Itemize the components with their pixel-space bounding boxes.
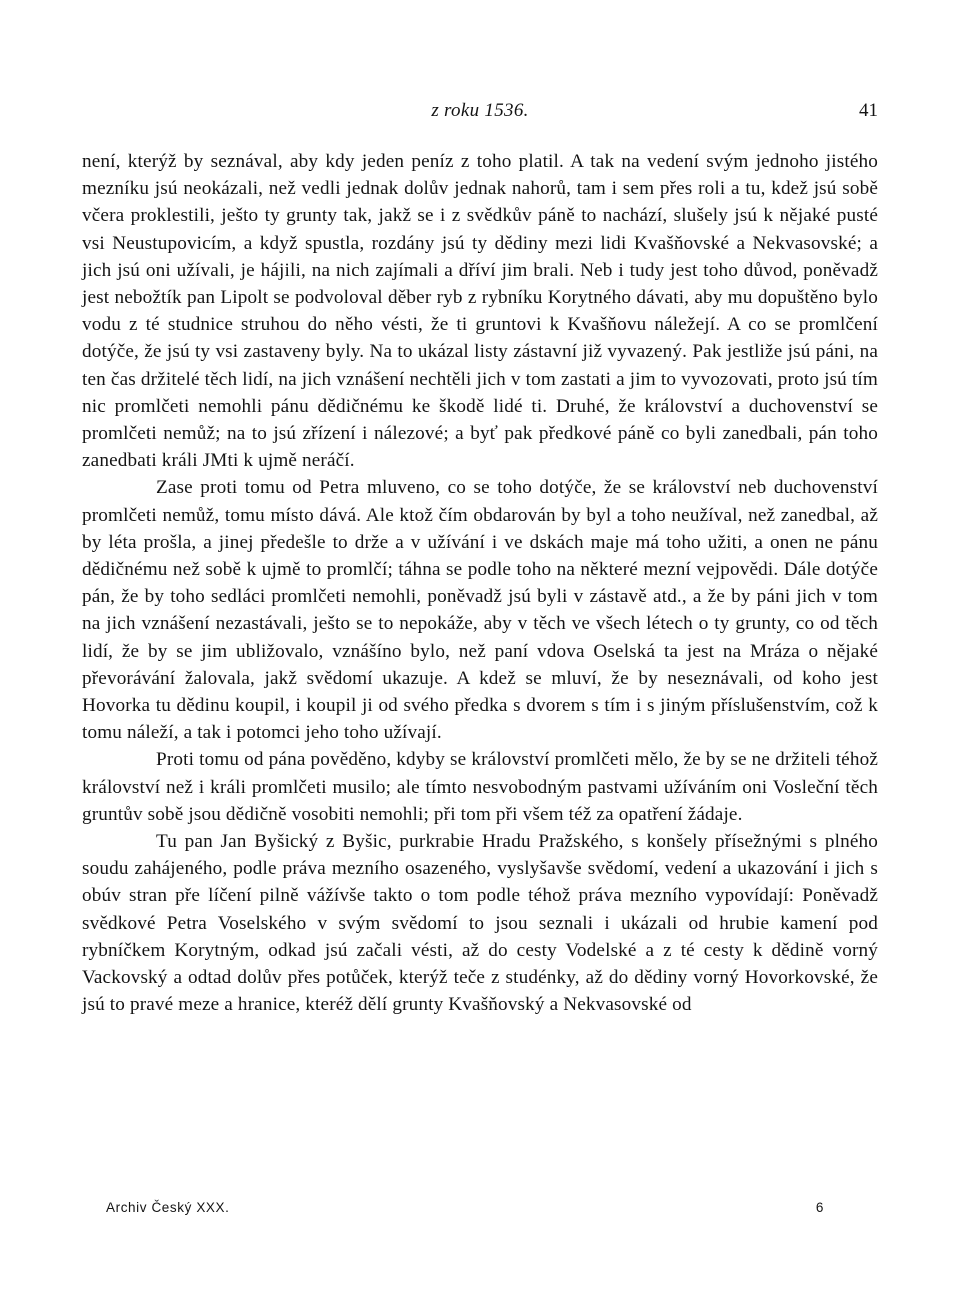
page-footer	[106, 1200, 824, 1224]
paragraph-4: Tu pan Jan Byšický z Byšic, purkrabie Hradu Pražského, s konšely přísežnými s plného soudu zahájeného, podle práva mezního osazeného, vyslyšavše svědomí, vedení a ukazování i jich s obúv stran pře líčení pilně vážívše takto o tom podle téhož práva mezního vypovídají: Poněvadž svědkové Petra Voselského v svým svědomí to jsou seznali i ukázali od hrubie kamení pod rybníčkem Korytným, odkad jsú začali vésti, až do cesty Vodelské a z té cesty k dědině vorný Vackovský a odtad dolův přes potůček, kterýž teče z studénky, až do dědiny vorný Hovorkovské, že jsú to pravé meze a hranice, kteréž dělí grunty Kvašňovský a Nekvasovské od	[82, 831, 878, 1016]
signature-mark: Archiv Český XXX.	[106, 1200, 230, 1215]
body-text	[82, 148, 878, 1019]
running-header	[82, 100, 878, 130]
paragraph-2: Zase proti tomu od Petra mluveno, co se toho dotýče, že se království neb duchovenství promlčeti nemůž, tomu místo dává. Ale ktož čím obdarován by byl a toho neužíval, než zanedbal, až by léta prošla, a jinej předešle to drže a v užívání i ve dskách maje má toho užiti, a onen ne pánu dědičnému než sobě k ujmě to promlčí; táhna se podle toho na některé mezní vejpovědi. Dále dotýče pán, že by toho sedláci promlčeti nemohli, poněvadž jsú byli v zástavě atd., a že by páni jich v tom na jich vznášení nezastávali, ješto se to nepokáže, aby v těch ve všech létech o ty grunty, co od těch lidí, že by se jim ubližovalo, vznášíno bylo, než paní vdova Oselská ta jest na Mráza o nějaké převorávání žalovala, jakž svědomí ukazuje. A kdež se mluví, že by neseznávali, od koho jest Hovorka tu dědinu koupil, i koupil ji od svého předka s dvorem s tím i s jiným příslušenstvím, což k tomu náleží, a tak i potomci jeho toho užívají.	[82, 477, 878, 744]
page-number: 41	[859, 100, 878, 121]
paragraph-3: Proti tomu od pána pověděno, kdyby se království promlčeti mělo, že by se ne držiteli téhož království než i králi promlčeti musilo; ale tímto nesvobodným pastvami užíváním oni Vosleční těch gruntův sobě jsou dědičně vosobiti nemohli; při tom při všem též za opatření žádaje.	[82, 749, 878, 825]
paragraph-1: není, kterýž by seznával, aby kdy jeden peníz z toho platil. A tak na vedení svým jednoho jistého mezníku jsú neokázali, než vedli jednak dolův jednak nahorů, tam i sem přes roli a tu, kdež jsú sobě včera proklestili, ješto ty grunty tak, jakž se i z svědkův páně to nachází, slušely jsú k nějaké pusté vsi Neustupovicím, a když spustla, rozdány jsú ty dědiny mezi lidi Kvašňovské a Nekvasovské; a jich jsú oni užívali, je hájili, na nich zajímali a dříví jim brali. Neb i tudy jest toho důvod, poněvadž jest nebožtík pan Lipolt se podvoloval děber ryb z rybníku Korytného dávati, aby mu dopuštěno bylo vodu z té studnice struhou do něho vésti, že ti gruntovi k Kvašňovu náležejí. A co se promlčení dotýče, že jsú ty vsi zastaveny byly. Na to ukázal listy zástavní již vyvazený. Pak jestliže jsú páni, na ten čas držitelé těch lidí, na jich vznášení nechtěli jich v tom zastati a jim to vyvozovati, proto jsú tím nic promlčeti nemohli pánu dědičnému ke škodě lidé ti. Druhé, že království a duchovenství se promlčeti nemůž; na to jsú zřízení i nálezové; a byť pak předkové páně co byli zanedbali, pán toho zanedbati králi JMti k ujmě neráčí.	[82, 151, 878, 472]
running-title: z roku 1536.	[431, 100, 529, 121]
signature-number: 6	[815, 1200, 824, 1215]
